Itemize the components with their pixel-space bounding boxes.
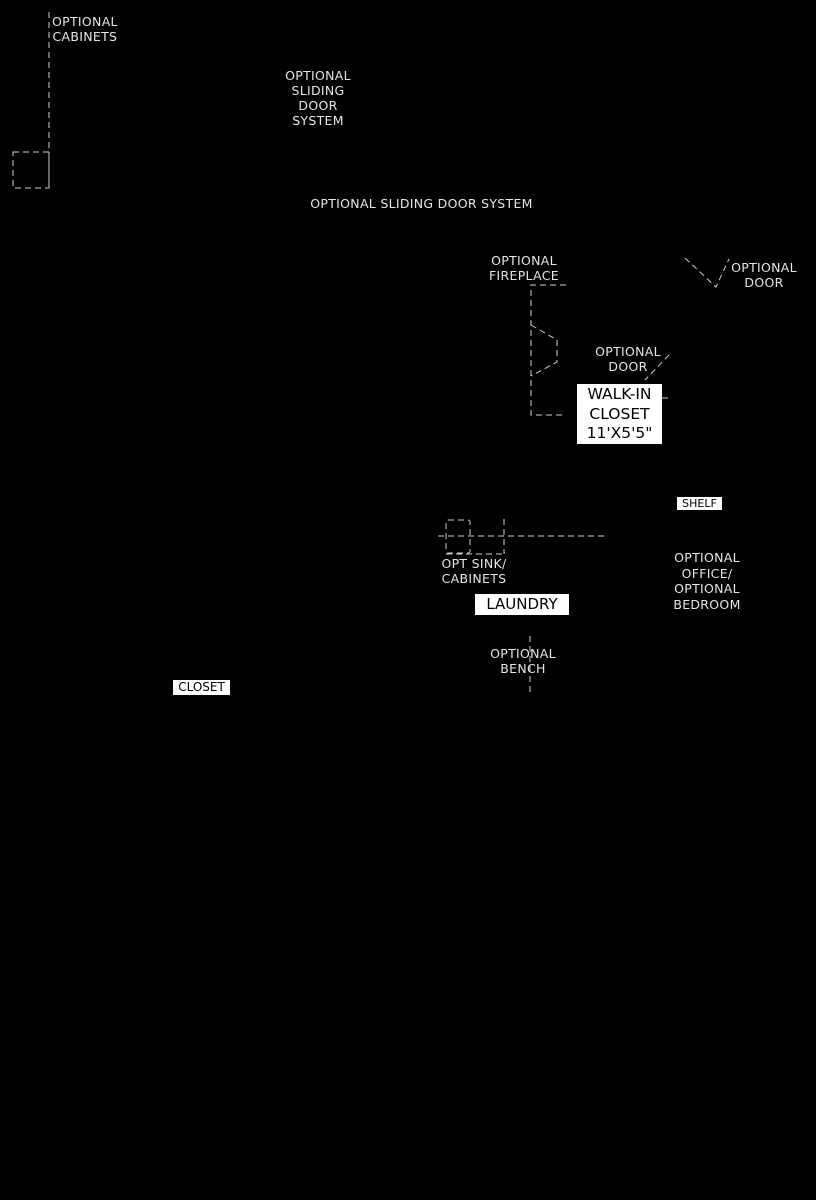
optional-sliding-door-system-text: OPTIONAL SLIDING DOOR SYSTEM [310, 196, 533, 211]
sliding-door-label-line1: OPTIONAL [285, 68, 351, 83]
sliding-door-label-line2: SLIDING [291, 83, 345, 98]
office-bedroom-line1: OPTIONAL [674, 550, 740, 565]
optional-bench-line1: OPTIONAL [490, 646, 556, 661]
walk-in-closet-name: WALK-IN [587, 385, 652, 403]
sliding-door-label-line3: DOOR [298, 98, 338, 113]
optional-fireplace-label-line2: FIREPLACE [489, 268, 559, 283]
optional-bench-label [483, 646, 563, 676]
optional-fireplace-outline [531, 285, 566, 415]
shelf-name: SHELF [682, 497, 717, 510]
closet-tag [173, 680, 230, 695]
opt-sink-cabinets-line2: CABINETS [441, 571, 507, 586]
sliding-door-label-line4: SYSTEM [292, 113, 344, 128]
optional-door-walk-in-label [590, 344, 666, 374]
shelf-tag [677, 497, 722, 510]
laundry-name: LAUNDRY [486, 595, 558, 613]
optional-sliding-door-system-stacked-label [278, 68, 358, 128]
optional-door-walk-in-line1: OPTIONAL [595, 344, 661, 359]
walk-in-closet-dimensions: 11'X5'5" [586, 424, 653, 442]
optional-door-swing-top-right [685, 258, 729, 287]
optional-door-walk-in-line2: DOOR [608, 359, 648, 374]
optional-office-bedroom-label [666, 550, 748, 612]
opt-sink-cabinets-line1: OPT SINK/ [441, 556, 507, 571]
optional-cabinets-label [52, 14, 118, 44]
closet-name: CLOSET [178, 680, 225, 694]
walk-in-closet-tag [577, 384, 662, 444]
optional-sliding-door-system-label [300, 196, 543, 211]
optional-fireplace-label [480, 253, 568, 283]
optional-cabinets-outline [13, 152, 49, 188]
optional-fireplace-label-line1: OPTIONAL [491, 253, 557, 268]
opt-sink-cabinets-label [434, 556, 514, 586]
optional-cabinets-label-line2: CABINETS [52, 29, 118, 44]
optional-door-top-right-line2: DOOR [744, 275, 784, 290]
laundry-tag [475, 594, 569, 615]
optional-door-top-right-label [726, 260, 802, 290]
optional-door-top-right-line1: OPTIONAL [731, 260, 797, 275]
walk-in-closet-name-2: CLOSET [589, 404, 650, 423]
office-bedroom-line3: OPTIONAL [674, 581, 740, 596]
optional-bench-line2: BENCH [500, 661, 546, 676]
optional-cabinets-label-line1: OPTIONAL [52, 14, 118, 29]
office-bedroom-line2: OFFICE/ [681, 565, 733, 581]
office-bedroom-line4: BEDROOM [673, 596, 741, 612]
